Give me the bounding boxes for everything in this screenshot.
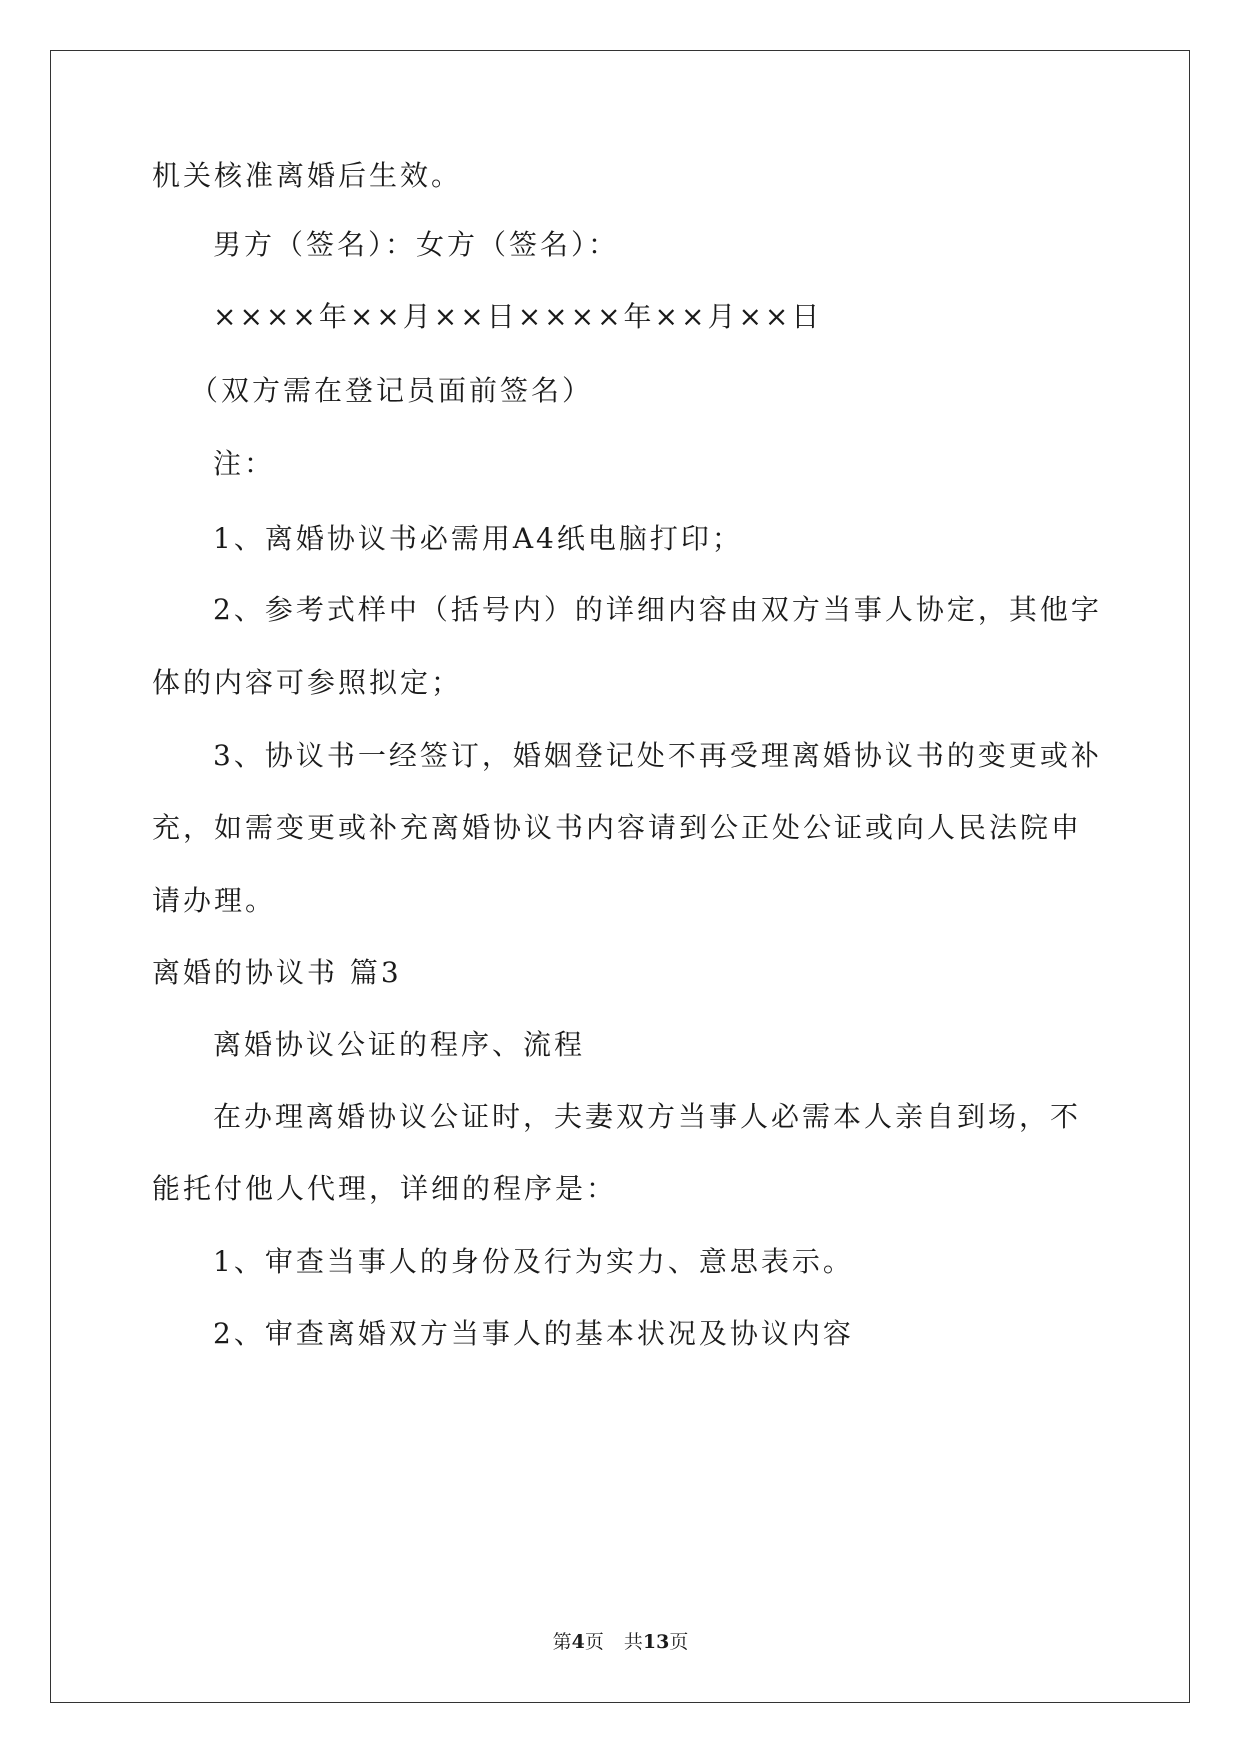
section-heading: 离婚的协议书 篇3 xyxy=(152,956,402,989)
text-line: （双方需在登记员面前签名） xyxy=(190,374,594,407)
footer-prefix: 第 xyxy=(552,1631,572,1653)
text-line: 能托付他人代理，详细的程序是： xyxy=(152,1172,618,1205)
footer-total-prefix: 共 xyxy=(623,1631,643,1653)
text-line: 注： xyxy=(213,447,276,480)
current-page-number: 4 xyxy=(571,1631,585,1653)
text-line: 在办理离婚协议公证时，夫妻双方当事人必需本人亲自到场，不 xyxy=(213,1100,1082,1133)
text-line: 3、协议书一经签订，婚姻登记处不再受理离婚协议书的变更或补 xyxy=(213,739,1102,772)
footer-total-suffix: 页 xyxy=(669,1631,689,1653)
text-line: 2、审查离婚双方当事人的基本状况及协议内容 xyxy=(213,1317,854,1350)
text-line: 充，如需变更或补充离婚协议书内容请到公正处公证或向人民法院申 xyxy=(152,811,1083,844)
text-line: 2、参考式样中（括号内）的详细内容由双方当事人协定，其他字 xyxy=(213,593,1102,626)
text-line: 请办理。 xyxy=(152,884,277,917)
text-line: 离婚协议公证的程序、流程 xyxy=(213,1028,586,1061)
text-line: 1、审查当事人的身份及行为实力、意思表示。 xyxy=(213,1245,854,1278)
text-line: ××××年××月××日××××年××月××日 xyxy=(213,300,823,333)
text-line: 体的内容可参照拟定； xyxy=(152,666,463,699)
text-line: 机关核准离婚后生效。 xyxy=(152,159,463,192)
footer-page-suffix: 页 xyxy=(584,1631,604,1653)
total-page-count: 13 xyxy=(642,1631,670,1653)
text-line: 男方（签名）：女方（签名）： xyxy=(213,228,620,261)
text-line: 1、离婚协议书必需用A4纸电脑打印； xyxy=(213,522,743,555)
page-footer xyxy=(0,1630,1241,1654)
